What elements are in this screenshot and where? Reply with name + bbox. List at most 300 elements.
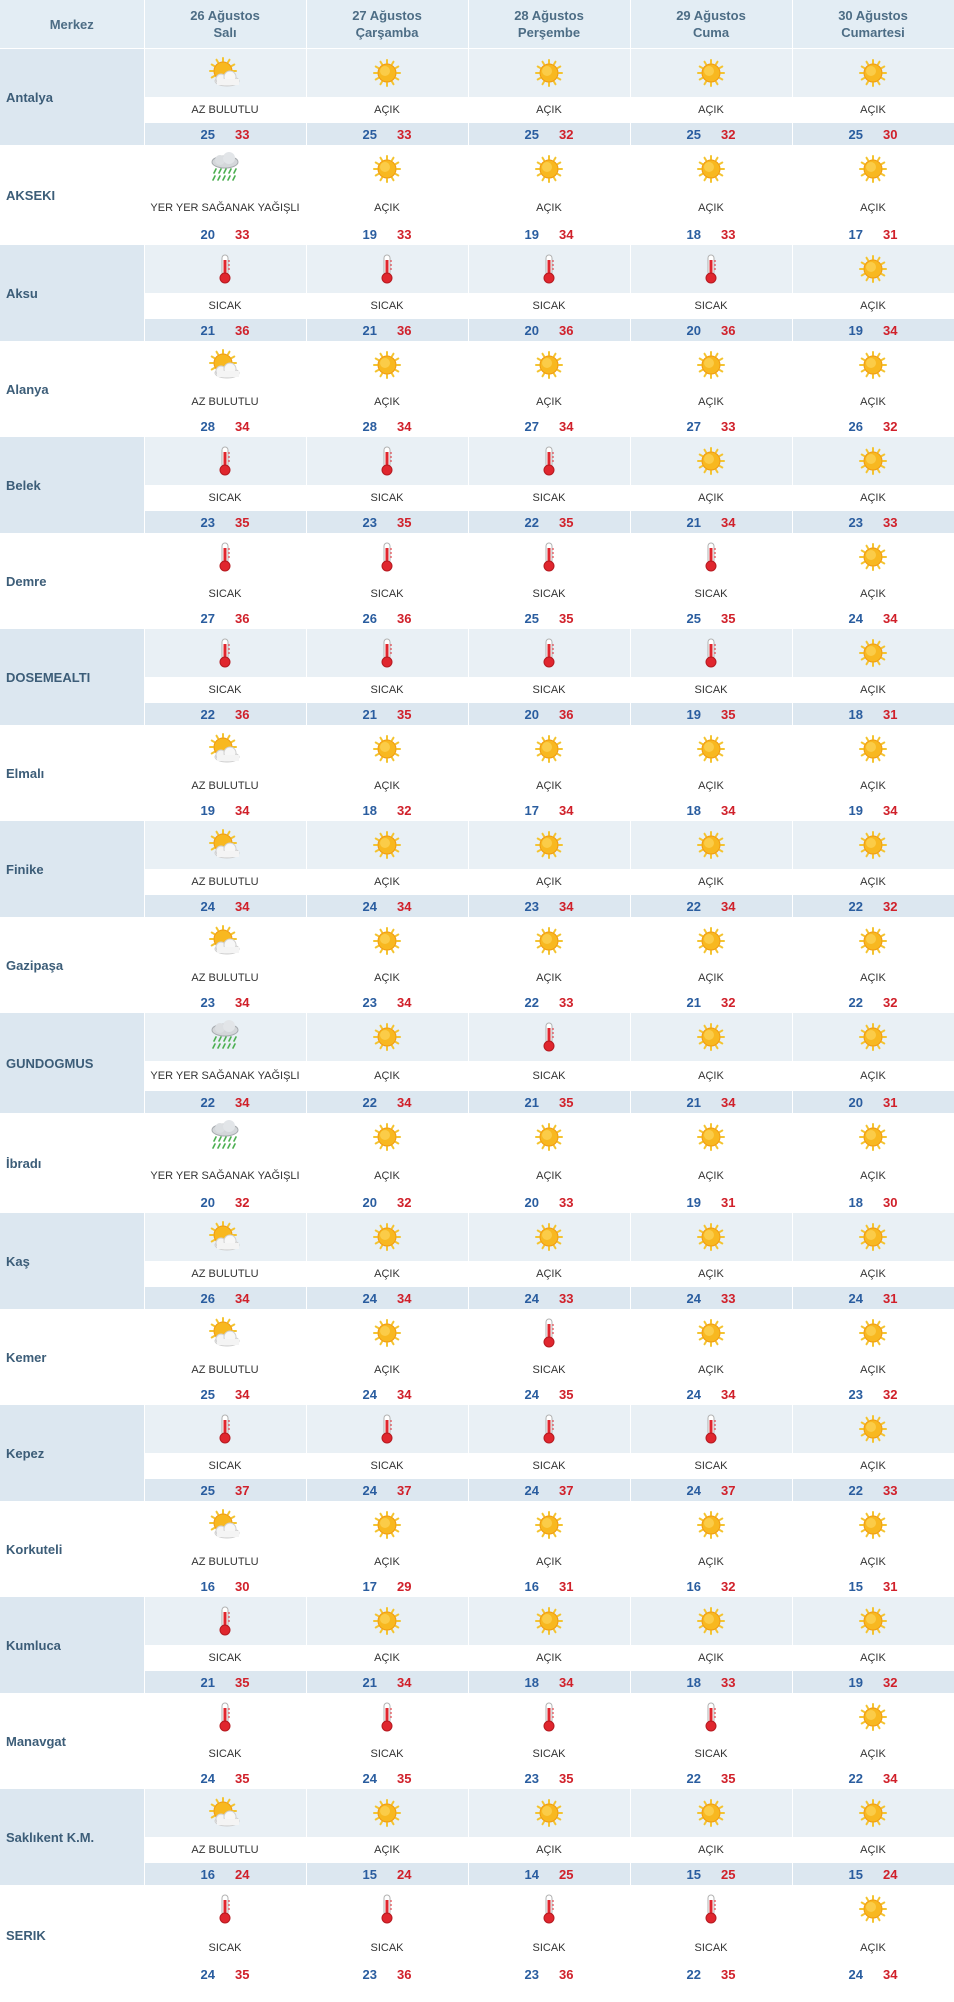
forecast-cell [792, 1693, 954, 1789]
min-temperature: 22 [848, 1770, 863, 1786]
forecast-cell [306, 1789, 468, 1885]
column-header-day-1 [144, 0, 306, 49]
max-temperature: 25 [559, 1866, 574, 1882]
sun-icon [307, 821, 468, 869]
header-weekday: Perşembe [517, 25, 581, 40]
forecast-cell [792, 1013, 954, 1113]
weather-description: AÇIK [793, 193, 954, 223]
forecast-cell [630, 1789, 792, 1885]
temperature-range [469, 895, 630, 917]
min-temperature: 27 [524, 418, 539, 434]
min-temperature: 24 [362, 1290, 377, 1306]
forecast-cell [468, 145, 630, 245]
header-date: 28 Ağustos [514, 8, 584, 23]
min-temperature: 23 [362, 994, 377, 1010]
forecast-cell-content [307, 917, 468, 1013]
forecast-cell-content [631, 1693, 792, 1789]
max-temperature: 32 [721, 126, 736, 142]
sun-cloud-icon [145, 725, 306, 773]
sun-cloud-icon [145, 341, 306, 389]
max-temperature: 36 [559, 1966, 574, 1982]
forecast-cell [630, 1597, 792, 1693]
location-row [0, 1693, 954, 1789]
min-temperature: 20 [200, 1194, 215, 1210]
column-header-day-4 [630, 0, 792, 49]
min-temperature: 15 [686, 1866, 701, 1882]
max-temperature: 34 [397, 898, 412, 914]
temperature-range [793, 1091, 954, 1113]
temperature-range [469, 799, 630, 821]
rain-cloud-icon [145, 1113, 306, 1161]
max-temperature: 36 [235, 322, 250, 338]
max-temperature: 24 [397, 1866, 412, 1882]
max-temperature: 34 [397, 1094, 412, 1110]
max-temperature: 33 [883, 1482, 898, 1498]
forecast-cell [468, 1885, 630, 1985]
weather-description: AÇIK [307, 193, 468, 223]
location-name: DOSEMEALTI [0, 629, 144, 725]
min-temperature: 23 [362, 514, 377, 530]
min-temperature: 24 [362, 898, 377, 914]
forecast-cell [306, 49, 468, 146]
min-temperature: 22 [524, 514, 539, 530]
forecast-cell-content [145, 533, 306, 629]
min-temperature: 22 [848, 898, 863, 914]
forecast-cell [630, 1885, 792, 1985]
temperature-range [145, 607, 306, 629]
location-row [0, 245, 954, 341]
forecast-cell-content [793, 725, 954, 821]
forecast-cell [306, 437, 468, 533]
max-temperature: 34 [397, 1290, 412, 1306]
max-temperature: 32 [883, 418, 898, 434]
rain-cloud-icon [145, 145, 306, 193]
sun-icon [631, 341, 792, 389]
max-temperature: 35 [559, 1094, 574, 1110]
thermometer-icon [145, 245, 306, 293]
min-temperature: 22 [200, 706, 215, 722]
sun-icon [469, 1597, 630, 1645]
location-row [0, 1213, 954, 1309]
sun-icon [631, 1309, 792, 1357]
weather-description: AÇIK [307, 1161, 468, 1191]
location-name: GUNDOGMUS [0, 1013, 144, 1113]
weather-description: AÇIK [793, 773, 954, 799]
forecast-cell-content [793, 1405, 954, 1501]
forecast-cell-content [307, 1693, 468, 1789]
min-temperature: 17 [524, 802, 539, 818]
weather-description: AÇIK [793, 677, 954, 703]
min-temperature: 25 [686, 610, 701, 626]
forecast-cell-content [145, 1309, 306, 1405]
forecast-cell-content [631, 1501, 792, 1597]
forecast-cell-content [469, 629, 630, 725]
forecast-cell-content [793, 145, 954, 245]
max-temperature: 33 [397, 226, 412, 242]
max-temperature: 33 [559, 994, 574, 1010]
min-temperature: 21 [686, 1094, 701, 1110]
thermometer-icon [631, 1885, 792, 1933]
forecast-cell [792, 245, 954, 341]
header-date: 30 Ağustos [838, 8, 908, 23]
weather-description: AÇIK [307, 869, 468, 895]
forecast-cell [468, 629, 630, 725]
forecast-cell-content [631, 1885, 792, 1985]
forecast-cell [144, 437, 306, 533]
max-temperature: 35 [397, 514, 412, 530]
max-temperature: 33 [721, 226, 736, 242]
forecast-cell-content [469, 1213, 630, 1309]
sun-icon [307, 1309, 468, 1357]
sun-icon [793, 533, 954, 581]
min-temperature: 24 [200, 1966, 215, 1982]
weather-description: SICAK [469, 1933, 630, 1963]
forecast-cell [468, 1501, 630, 1597]
weather-description: AÇIK [793, 1837, 954, 1863]
weather-description: AÇIK [793, 869, 954, 895]
temperature-range [469, 415, 630, 437]
temperature-range [631, 415, 792, 437]
forecast-cell-content [145, 1013, 306, 1113]
forecast-cell-content [793, 49, 954, 145]
sun-icon [307, 49, 468, 97]
temperature-range [631, 1575, 792, 1597]
location-name: Alanya [0, 341, 144, 437]
sun-icon [793, 49, 954, 97]
weather-description: SICAK [307, 1741, 468, 1767]
max-temperature: 36 [235, 706, 250, 722]
forecast-cell-content [145, 629, 306, 725]
min-temperature: 24 [362, 1482, 377, 1498]
location-name: Finike [0, 821, 144, 917]
temperature-range [145, 1383, 306, 1405]
forecast-cell [468, 917, 630, 1013]
max-temperature: 37 [397, 1482, 412, 1498]
weather-description: AZ BULUTLU [145, 1261, 306, 1287]
temperature-range [145, 703, 306, 725]
sun-icon [469, 1789, 630, 1837]
thermometer-icon [307, 1405, 468, 1453]
temperature-range [307, 1575, 468, 1597]
forecast-cell [144, 917, 306, 1013]
temperature-range [631, 1191, 792, 1213]
temperature-range [793, 991, 954, 1013]
forecast-cell-content [145, 437, 306, 533]
forecast-cell-content [145, 145, 306, 245]
location-row [0, 49, 954, 146]
forecast-cell-content [631, 629, 792, 725]
forecast-cell-content [307, 1213, 468, 1309]
weather-description: SICAK [469, 1741, 630, 1767]
forecast-cell [792, 145, 954, 245]
weather-description: AZ BULUTLU [145, 389, 306, 415]
header-date: 29 Ağustos [676, 8, 746, 23]
location-row [0, 917, 954, 1013]
max-temperature: 35 [721, 706, 736, 722]
header-weekday: Cumartesi [841, 25, 905, 40]
weather-description: AZ BULUTLU [145, 965, 306, 991]
min-temperature: 21 [524, 1094, 539, 1110]
temperature-range [307, 1091, 468, 1113]
header-weekday: Çarşamba [355, 25, 419, 40]
location-name: Demre [0, 533, 144, 629]
temperature-range [307, 1287, 468, 1309]
max-temperature: 34 [883, 1770, 898, 1786]
forecast-cell [630, 145, 792, 245]
min-temperature: 24 [686, 1290, 701, 1306]
temperature-range [469, 123, 630, 145]
weather-description: AÇIK [307, 1261, 468, 1287]
weather-description: AÇIK [469, 1161, 630, 1191]
forecast-body [0, 49, 954, 1986]
forecast-cell-content [469, 725, 630, 821]
max-temperature: 32 [721, 994, 736, 1010]
max-temperature: 33 [397, 126, 412, 142]
forecast-cell-content [145, 1405, 306, 1501]
forecast-cell-content [307, 629, 468, 725]
temperature-range [631, 1963, 792, 1985]
forecast-cell [792, 917, 954, 1013]
max-temperature: 32 [883, 1674, 898, 1690]
forecast-cell [306, 145, 468, 245]
max-temperature: 31 [883, 1290, 898, 1306]
sun-icon [631, 437, 792, 485]
thermometer-icon [145, 1693, 306, 1741]
forecast-cell [630, 341, 792, 437]
temperature-range [307, 1767, 468, 1789]
weather-description: SICAK [307, 293, 468, 319]
sun-icon [793, 1309, 954, 1357]
weather-description: SICAK [631, 1741, 792, 1767]
header-weekday: Salı [213, 25, 237, 40]
forecast-cell [468, 1405, 630, 1501]
location-name: Gazipaşa [0, 917, 144, 1013]
min-temperature: 23 [524, 1770, 539, 1786]
temperature-range [793, 1479, 954, 1501]
forecast-cell-content [145, 1885, 306, 1985]
max-temperature: 33 [235, 126, 250, 142]
max-temperature: 31 [883, 1578, 898, 1594]
forecast-cell-content [469, 245, 630, 341]
forecast-cell [144, 341, 306, 437]
temperature-range [307, 991, 468, 1013]
thermometer-icon [145, 629, 306, 677]
header-date: 27 Ağustos [352, 8, 422, 23]
min-temperature: 24 [362, 1770, 377, 1786]
forecast-cell [792, 1309, 954, 1405]
temperature-range [469, 607, 630, 629]
header-date: 26 Ağustos [190, 8, 260, 23]
weather-description: AÇIK [631, 773, 792, 799]
max-temperature: 34 [235, 1290, 250, 1306]
min-temperature: 18 [848, 706, 863, 722]
column-header-location: Merkez [0, 0, 144, 49]
forecast-cell-content [307, 533, 468, 629]
forecast-cell-content [469, 1789, 630, 1885]
sun-icon [793, 437, 954, 485]
max-temperature: 33 [721, 418, 736, 434]
location-name: İbradı [0, 1113, 144, 1213]
max-temperature: 34 [721, 1386, 736, 1402]
forecast-cell [468, 1113, 630, 1213]
forecast-cell-content [793, 821, 954, 917]
forecast-cell [306, 629, 468, 725]
sun-icon [631, 49, 792, 97]
location-name: Belek [0, 437, 144, 533]
min-temperature: 25 [524, 610, 539, 626]
min-temperature: 27 [686, 418, 701, 434]
temperature-range [793, 319, 954, 341]
forecast-cell-content [631, 1789, 792, 1885]
location-row [0, 1789, 954, 1885]
temperature-range [793, 703, 954, 725]
max-temperature: 32 [721, 1578, 736, 1594]
forecast-cell-content [307, 1013, 468, 1113]
weather-description: AÇIK [469, 389, 630, 415]
forecast-cell [792, 1405, 954, 1501]
temperature-range [631, 123, 792, 145]
sun-icon [631, 1213, 792, 1261]
max-temperature: 34 [235, 1094, 250, 1110]
thermometer-icon [145, 1597, 306, 1645]
weather-description: AZ BULUTLU [145, 97, 306, 123]
temperature-range [631, 1287, 792, 1309]
location-row [0, 629, 954, 725]
weather-description: SICAK [469, 677, 630, 703]
forecast-cell [306, 1597, 468, 1693]
header-weekday: Cuma [692, 25, 730, 40]
max-temperature: 34 [721, 802, 736, 818]
max-temperature: 33 [559, 1290, 574, 1306]
min-temperature: 19 [848, 1674, 863, 1690]
min-temperature: 16 [686, 1578, 701, 1594]
forecast-cell-content [631, 1013, 792, 1113]
thermometer-icon [469, 1309, 630, 1357]
forecast-cell-content [145, 245, 306, 341]
min-temperature: 18 [686, 802, 701, 818]
location-row [0, 437, 954, 533]
forecast-cell [792, 533, 954, 629]
max-temperature: 31 [883, 1094, 898, 1110]
max-temperature: 35 [235, 1770, 250, 1786]
sun-icon [793, 917, 954, 965]
min-temperature: 20 [848, 1094, 863, 1110]
weather-description: AÇIK [631, 193, 792, 223]
sun-icon [793, 821, 954, 869]
min-temperature: 16 [200, 1866, 215, 1882]
weather-description: AÇIK [307, 1549, 468, 1575]
min-temperature: 24 [200, 1770, 215, 1786]
max-temperature: 36 [397, 610, 412, 626]
forecast-cell [468, 49, 630, 146]
location-row [0, 1309, 954, 1405]
temperature-range [307, 1191, 468, 1213]
max-temperature: 34 [397, 1386, 412, 1402]
sun-icon [793, 1213, 954, 1261]
forecast-cell-content [469, 1693, 630, 1789]
forecast-cell [144, 49, 306, 146]
forecast-cell [144, 1501, 306, 1597]
weather-description: AÇIK [631, 1357, 792, 1383]
thermometer-icon [469, 437, 630, 485]
weather-description: AÇIK [793, 581, 954, 607]
min-temperature: 24 [848, 610, 863, 626]
sun-icon [631, 917, 792, 965]
max-temperature: 25 [721, 1866, 736, 1882]
min-temperature: 21 [200, 322, 215, 338]
thermometer-icon [307, 437, 468, 485]
temperature-range [793, 1383, 954, 1405]
min-temperature: 23 [524, 898, 539, 914]
temperature-range [469, 1671, 630, 1693]
weather-description: AÇIK [793, 1549, 954, 1575]
temperature-range [793, 1671, 954, 1693]
min-temperature: 20 [524, 706, 539, 722]
weather-description: SICAK [307, 1933, 468, 1963]
min-temperature: 22 [848, 994, 863, 1010]
forecast-cell-content [469, 341, 630, 437]
max-temperature: 31 [883, 226, 898, 242]
temperature-range [145, 1863, 306, 1885]
forecast-cell-content [145, 821, 306, 917]
sun-icon [631, 1013, 792, 1061]
weather-description: AÇIK [307, 1061, 468, 1091]
min-temperature: 18 [686, 226, 701, 242]
thermometer-icon [469, 1013, 630, 1061]
min-temperature: 25 [200, 1482, 215, 1498]
forecast-cell-content [631, 341, 792, 437]
thermometer-icon [469, 1885, 630, 1933]
temperature-range [631, 511, 792, 533]
weather-description: AÇIK [307, 389, 468, 415]
weather-description: AÇIK [793, 965, 954, 991]
max-temperature: 34 [559, 898, 574, 914]
forecast-cell [144, 1113, 306, 1213]
forecast-cell [630, 1405, 792, 1501]
max-temperature: 35 [559, 610, 574, 626]
thermometer-icon [145, 437, 306, 485]
forecast-cell [306, 1405, 468, 1501]
forecast-cell-content [631, 917, 792, 1013]
sun-icon [469, 145, 630, 193]
sun-icon [793, 629, 954, 677]
weather-description: SICAK [631, 1933, 792, 1963]
thermometer-icon [631, 1405, 792, 1453]
header-row [0, 0, 954, 49]
weather-description: AÇIK [307, 965, 468, 991]
temperature-range [145, 319, 306, 341]
temperature-range [145, 1479, 306, 1501]
weather-description: AÇIK [793, 1261, 954, 1287]
weather-description: SICAK [307, 677, 468, 703]
forecast-cell [792, 1885, 954, 1985]
forecast-cell-content [469, 917, 630, 1013]
max-temperature: 36 [559, 322, 574, 338]
forecast-cell-content [631, 1309, 792, 1405]
forecast-cell [144, 629, 306, 725]
sun-icon [307, 1501, 468, 1549]
temperature-range [145, 1963, 306, 1985]
max-temperature: 34 [721, 1094, 736, 1110]
thermometer-icon [631, 1693, 792, 1741]
temperature-range [307, 123, 468, 145]
forecast-cell [468, 245, 630, 341]
forecast-cell-content [145, 1213, 306, 1309]
forecast-cell-content [145, 1693, 306, 1789]
temperature-range [469, 511, 630, 533]
max-temperature: 34 [235, 994, 250, 1010]
temperature-range [793, 1767, 954, 1789]
